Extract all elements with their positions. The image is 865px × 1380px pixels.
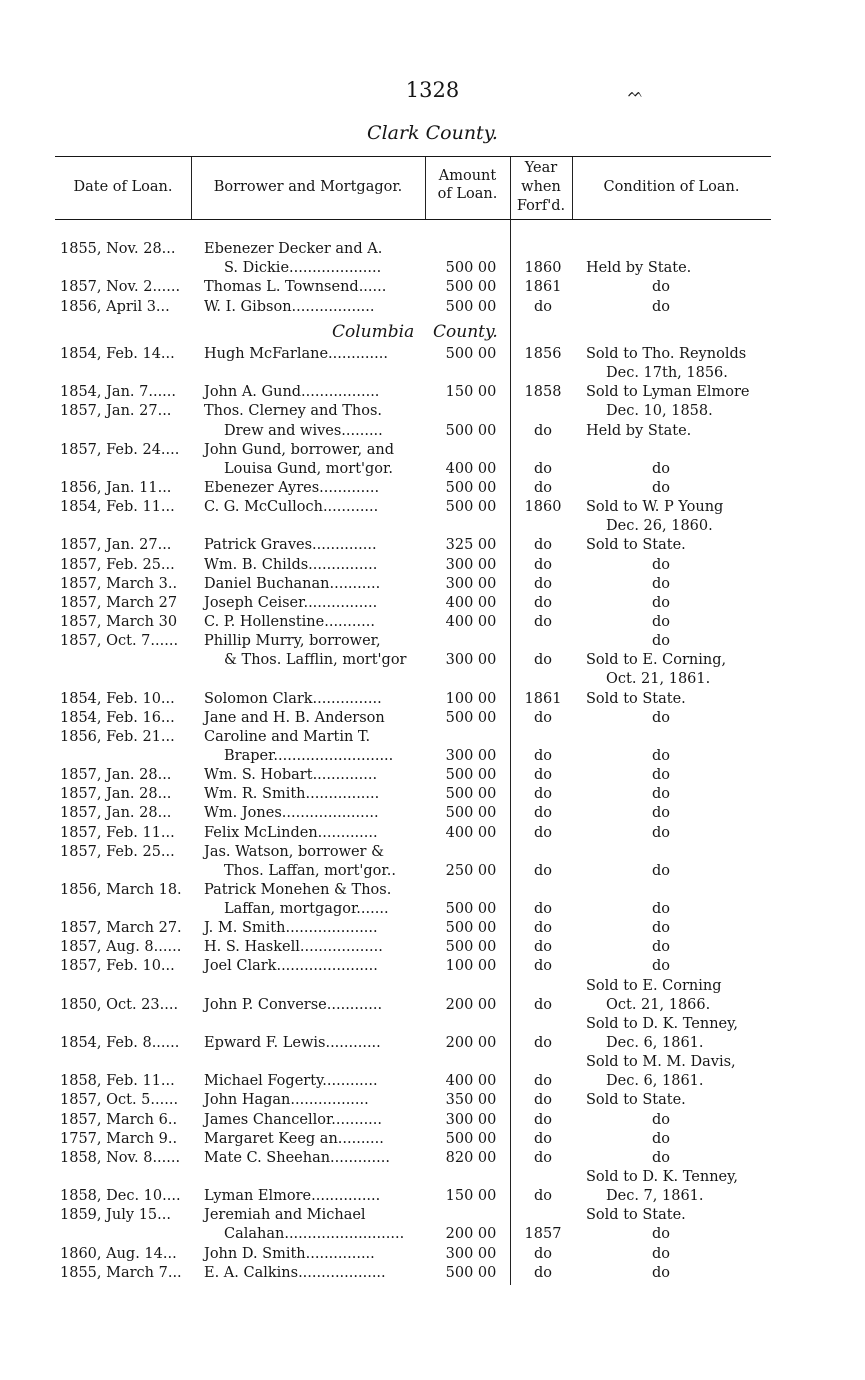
header-year-line3: Forf'd.: [516, 198, 566, 214]
loan-date: 1857, March 27.: [60, 920, 182, 937]
table-row: [0, 1034, 865, 1053]
borrower-name: Braper..........................: [224, 747, 394, 764]
year-forfeited: do: [533, 1073, 552, 1090]
loan-date: 1854, Feb. 10...: [60, 690, 175, 707]
loan-condition: do: [651, 824, 670, 841]
loan-amount: 500 00: [445, 499, 497, 516]
loan-date: 1854, Jan. 7......: [60, 384, 177, 401]
borrower-name: Wm. R. Smith................: [204, 786, 380, 803]
header-year-line1: Year: [524, 160, 558, 176]
borrower-name: Jeremiah and Michael: [204, 1207, 366, 1224]
year-forfeited: do: [533, 1130, 552, 1147]
borrower-name: Thos. Clerney and Thos.: [204, 403, 383, 420]
borrower-name: John D. Smith...............: [204, 1245, 375, 1262]
loan-condition: do: [651, 1149, 670, 1166]
loan-condition: do: [651, 298, 670, 315]
borrower-name: Joel Clark......................: [204, 958, 378, 975]
borrower-name: Michael Fogerty............: [204, 1073, 378, 1090]
loan-date: 1859, July 15...: [60, 1207, 171, 1224]
year-forfeited: do: [533, 460, 552, 477]
borrower-name: Solomon Clark...............: [204, 690, 382, 707]
loan-amount: 500 00: [445, 1130, 497, 1147]
loan-date: 1857, Nov. 2......: [60, 279, 181, 296]
table-row: [0, 422, 865, 441]
borrower-name: Caroline and Martin T.: [204, 728, 371, 745]
table-row: [0, 1091, 865, 1110]
loan-condition: do: [651, 1226, 670, 1243]
loan-date: 1857, Jan. 27...: [60, 403, 172, 420]
borrower-name: James Chancellor...........: [204, 1111, 383, 1128]
loan-condition: Sold to State.: [586, 690, 686, 707]
year-forfeited: do: [533, 786, 552, 803]
loan-amount: 200 00: [445, 996, 497, 1013]
loan-condition: do: [651, 594, 670, 611]
loan-condition: do: [651, 958, 670, 975]
loan-condition: Sold to State.: [586, 1092, 686, 1109]
table-row: [0, 1072, 865, 1091]
table-row: [0, 383, 865, 402]
borrower-name: Drew and wives.........: [224, 422, 383, 439]
loan-condition: Sold to Lyman Elmore: [586, 384, 750, 401]
page-number: 1328: [405, 78, 460, 102]
header-date: Date of Loan.: [73, 179, 173, 195]
year-forfeited: do: [533, 422, 552, 439]
loan-date: 1857, Jan. 28...: [60, 767, 172, 784]
year-forfeited: do: [533, 1092, 552, 1109]
year-forfeited: 1861: [524, 690, 562, 707]
borrower-name: Wm. Jones.....................: [204, 805, 379, 822]
table-row: [0, 862, 865, 881]
loan-amount: 300 00: [445, 652, 497, 669]
borrower-name: Louisa Gund, mort'gor.: [224, 460, 393, 477]
year-forfeited: do: [533, 767, 552, 784]
borrower-name: Jas. Watson, borrower &: [204, 843, 385, 860]
table-row: [0, 613, 865, 632]
loan-date: 1850, Oct. 23....: [60, 996, 179, 1013]
borrower-name: Daniel Buchanan...........: [204, 575, 381, 592]
loan-condition: Dec. 17th, 1856.: [606, 365, 728, 382]
year-forfeited: 1861: [524, 279, 562, 296]
loan-amount: 500 00: [445, 1264, 497, 1281]
table-row: [0, 900, 865, 919]
loan-date: 1857, Feb. 11...: [60, 824, 175, 841]
year-forfeited: do: [533, 1188, 552, 1205]
loan-amount: 300 00: [445, 575, 497, 592]
loan-condition: do: [651, 747, 670, 764]
loan-date: 1857, March 3..: [60, 575, 178, 592]
borrower-name: Joseph Ceiser................: [204, 594, 378, 611]
year-forfeited: do: [533, 1035, 552, 1052]
loan-date: 1858, Dec. 10....: [60, 1188, 181, 1205]
table-row: [0, 498, 865, 517]
year-forfeited: do: [533, 594, 552, 611]
table-row: [0, 298, 865, 317]
borrower-name: Lyman Elmore...............: [204, 1188, 381, 1205]
year-forfeited: 1860: [524, 499, 562, 516]
loan-amount: 400 00: [445, 613, 497, 630]
year-forfeited: do: [533, 958, 552, 975]
table-row: [0, 843, 865, 862]
table-row: [0, 364, 865, 383]
borrower-name: Ebenezer Ayres.............: [204, 479, 380, 496]
borrower-name: Thomas L. Townsend......: [204, 279, 387, 296]
loan-date: 1854, Feb. 16...: [60, 709, 175, 726]
borrower-name: & Thos. Lafflin, mort'gor: [224, 652, 407, 669]
loan-amount: 400 00: [445, 824, 497, 841]
year-forfeited: do: [533, 613, 552, 630]
header-amount-line2: of Loan.: [437, 186, 498, 202]
loan-date: 1857, Feb. 25...: [60, 843, 175, 860]
year-forfeited: do: [533, 920, 552, 937]
table-row: [0, 766, 865, 785]
loan-amount: 500 00: [445, 901, 497, 918]
table-row: [0, 259, 865, 278]
loan-condition: Sold to Tho. Reynolds: [586, 346, 747, 362]
borrower-name: John P. Converse............: [204, 996, 383, 1013]
loan-date: 1855, March 7...: [60, 1264, 182, 1281]
borrower-name: John Hagan.................: [204, 1092, 369, 1109]
loan-condition: Sold to E. Corning: [586, 977, 722, 994]
loan-amount: 500 00: [445, 767, 497, 784]
borrower-name: H. S. Haskell..................: [204, 939, 383, 956]
loan-condition: Sold to W. P Young: [586, 499, 724, 516]
loan-amount: 300 00: [445, 747, 497, 764]
loan-amount: 200 00: [445, 1226, 497, 1243]
table-row: [0, 881, 865, 900]
borrower-name: Mate C. Sheehan.............: [204, 1149, 390, 1166]
borrower-name: C. P. Hollenstine...........: [204, 613, 375, 630]
loan-amount: 500 00: [445, 279, 497, 296]
table-row: [0, 1225, 865, 1244]
borrower-name: Phillip Murry, borrower,: [204, 633, 381, 650]
table-row: [0, 977, 865, 996]
table-row: [0, 1111, 865, 1130]
loan-condition: do: [651, 479, 670, 496]
loan-condition: do: [651, 613, 670, 630]
borrower-name: Margaret Keeg an..........: [204, 1130, 384, 1147]
year-forfeited: do: [533, 298, 552, 315]
table-row: [0, 1187, 865, 1206]
borrower-name: John Gund, borrower, and: [204, 441, 395, 458]
table-row: [0, 1264, 865, 1283]
loan-amount: 500 00: [445, 939, 497, 956]
table-row: [0, 278, 865, 297]
year-forfeited: do: [533, 709, 552, 726]
loan-date: 1854, Feb. 14...: [60, 346, 175, 362]
loan-condition: do: [651, 901, 670, 918]
loan-date: 1857, Jan. 28...: [60, 786, 172, 803]
loan-date: 1855, Nov. 28...: [60, 241, 176, 257]
loan-condition: Dec. 26, 1860.: [606, 518, 713, 535]
loan-amount: 500 00: [445, 709, 497, 726]
loan-condition: Sold to D. K. Tenney,: [586, 1015, 738, 1032]
loan-amount: 100 00: [445, 690, 497, 707]
loan-date: 1856, April 3...: [60, 298, 170, 315]
borrower-name: Wm. S. Hobart..............: [204, 767, 378, 784]
loan-amount: 500 00: [445, 479, 497, 496]
loan-amount: 500 00: [445, 920, 497, 937]
loan-condition: do: [651, 920, 670, 937]
corner-mark: ᨓ: [628, 86, 644, 101]
header-bottom-rule: [55, 219, 771, 220]
loan-condition: Held by State.: [586, 260, 692, 277]
table-row: [0, 594, 865, 613]
loan-amount: 300 00: [445, 1111, 497, 1128]
year-forfeited: do: [533, 805, 552, 822]
borrower-name: C. G. McCulloch............: [204, 499, 379, 516]
borrower-name: Patrick Monehen & Thos.: [204, 881, 392, 898]
borrower-name: Thos. Laffan, mort'gor..: [224, 862, 396, 879]
loan-condition: do: [651, 556, 670, 573]
table-row: [0, 709, 865, 728]
loan-date: 1857, Jan. 28...: [60, 805, 172, 822]
table-row: [0, 402, 865, 421]
year-forfeited: do: [533, 901, 552, 918]
loan-condition: do: [651, 1111, 670, 1128]
table-top-rule: [55, 156, 771, 157]
year-forfeited: do: [533, 479, 552, 496]
table-row: [0, 651, 865, 670]
loan-date: 1854, Feb. 8......: [60, 1035, 180, 1052]
loan-condition: do: [651, 575, 670, 592]
loan-condition: do: [651, 767, 670, 784]
table-row: [0, 441, 865, 460]
year-forfeited: do: [533, 556, 552, 573]
loan-condition: do: [651, 862, 670, 879]
loan-condition: do: [651, 805, 670, 822]
section-label-part1: Columbia: [332, 322, 415, 342]
loan-amount: 150 00: [445, 1188, 497, 1205]
year-forfeited: do: [533, 747, 552, 764]
loan-date: 1857, Oct. 5......: [60, 1092, 179, 1109]
loan-condition: Dec. 6, 1861.: [606, 1073, 704, 1090]
loan-condition: Sold to D. K. Tenney,: [586, 1169, 738, 1186]
loan-amount: 300 00: [445, 556, 497, 573]
loan-date: 1858, Nov. 8......: [60, 1149, 181, 1166]
loan-condition: Dec. 7, 1861.: [606, 1188, 704, 1205]
year-forfeited: do: [533, 1264, 552, 1281]
loan-amount: 500 00: [445, 422, 497, 439]
borrower-name: Epward F. Lewis............: [204, 1035, 381, 1052]
loan-date: 1856, March 18.: [60, 881, 182, 898]
loan-date: 1857, March 30: [60, 613, 178, 630]
table-row: [0, 575, 865, 594]
year-forfeited: do: [533, 1149, 552, 1166]
borrower-name: Patrick Graves..............: [204, 537, 377, 554]
loan-condition: Sold to State.: [586, 537, 686, 554]
loan-date: 1857, Feb. 25...: [60, 556, 175, 573]
year-forfeited: do: [533, 939, 552, 956]
table-row: [0, 957, 865, 976]
loan-date: 1857, Oct. 7......: [60, 633, 179, 650]
year-forfeited: do: [533, 1245, 552, 1262]
loan-amount: 500 00: [445, 805, 497, 822]
loan-amount: 250 00: [445, 862, 497, 879]
loan-amount: 400 00: [445, 460, 497, 477]
loan-condition: Held by State.: [586, 422, 692, 439]
loan-condition: Oct. 21, 1866.: [606, 996, 711, 1013]
loan-condition: do: [651, 709, 670, 726]
section-label-part2: County.: [433, 322, 498, 342]
borrower-name: Laffan, mortgagor.......: [224, 901, 389, 918]
year-forfeited: do: [533, 1111, 552, 1128]
table-row: [0, 556, 865, 575]
borrower-name: Hugh McFarlane.............: [204, 346, 388, 362]
loan-date: 1854, Feb. 11...: [60, 499, 175, 516]
header-borrower: Borrower and Mortgagor.: [213, 179, 403, 195]
loan-date: 1857, Jan. 27...: [60, 537, 172, 554]
table-row: [0, 919, 865, 938]
header-amount-line1: Amount: [438, 168, 497, 184]
table-row: [0, 632, 865, 651]
loan-date: 1858, Feb. 11...: [60, 1073, 175, 1090]
table-row: [0, 536, 865, 555]
header-condition: Condition of Loan.: [603, 179, 740, 195]
borrower-name: Felix McLinden.............: [204, 824, 378, 841]
table-row: [0, 1245, 865, 1264]
borrower-name: Jane and H. B. Anderson: [204, 709, 385, 726]
year-forfeited: 1858: [524, 384, 562, 401]
table-row: [0, 1149, 865, 1168]
loan-condition: do: [651, 279, 670, 296]
loan-date: 1857, March 27: [60, 594, 178, 611]
loan-date: 1856, Jan. 11...: [60, 479, 172, 496]
borrower-name: J. M. Smith....................: [204, 920, 378, 937]
table-row: [0, 240, 865, 259]
borrower-name: John A. Gund.................: [204, 384, 380, 401]
loan-amount: 500 00: [445, 346, 497, 362]
table-row: [0, 996, 865, 1015]
loan-amount: 400 00: [445, 1073, 497, 1090]
loan-amount: 325 00: [445, 537, 497, 554]
loan-condition: do: [651, 786, 670, 803]
table-row: [0, 1206, 865, 1225]
table-row: [0, 1168, 865, 1187]
table-row: [0, 824, 865, 843]
loan-condition: Dec. 6, 1861.: [606, 1035, 704, 1052]
borrower-name: S. Dickie....................: [224, 260, 382, 277]
table-row: [0, 785, 865, 804]
table-row: [0, 517, 865, 536]
borrower-name: Ebenezer Decker and A.: [204, 241, 383, 257]
loan-condition: do: [651, 633, 670, 650]
loan-condition: do: [651, 1245, 670, 1262]
year-forfeited: 1860: [524, 260, 562, 277]
loan-date: 1757, March 9..: [60, 1130, 178, 1147]
loan-amount: 500 00: [445, 786, 497, 803]
loan-amount: 300 00: [445, 1245, 497, 1262]
loan-condition: Sold to M. M. Davis,: [586, 1054, 736, 1071]
loan-amount: 200 00: [445, 1035, 497, 1052]
loan-date: 1857, Feb. 10...: [60, 958, 175, 975]
year-forfeited: do: [533, 575, 552, 592]
loan-amount: 350 00: [445, 1092, 497, 1109]
loan-amount: 150 00: [445, 384, 497, 401]
loan-condition: Sold to E. Corning,: [586, 652, 727, 669]
loan-amount: 500 00: [445, 298, 497, 315]
loan-date: 1857, March 6..: [60, 1111, 178, 1128]
year-forfeited: do: [533, 996, 552, 1013]
table-row: [0, 670, 865, 689]
year-forfeited: 1856: [524, 346, 562, 362]
loan-amount: 400 00: [445, 594, 497, 611]
loan-condition: Sold to State.: [586, 1207, 686, 1224]
year-forfeited: do: [533, 652, 552, 669]
year-forfeited: do: [533, 824, 552, 841]
loan-condition: do: [651, 460, 670, 477]
loan-date: 1857, Feb. 24....: [60, 441, 180, 458]
loan-condition: do: [651, 1264, 670, 1281]
table-row: [0, 690, 865, 709]
table-row: [0, 804, 865, 823]
table-row: [0, 1130, 865, 1149]
loan-condition: Oct. 21, 1861.: [606, 671, 711, 688]
year-forfeited: do: [533, 862, 552, 879]
table-row: [0, 728, 865, 747]
borrower-name: W. I. Gibson..................: [204, 298, 375, 315]
loan-amount: 820 00: [445, 1149, 497, 1166]
year-forfeited: 1857: [524, 1226, 562, 1243]
loan-amount: 100 00: [445, 958, 497, 975]
loan-date: 1860, Aug. 14...: [60, 1245, 177, 1262]
borrower-name: Calahan..........................: [224, 1226, 405, 1243]
table-row: [0, 1015, 865, 1034]
table-row: [0, 1053, 865, 1072]
loan-amount: 500 00: [445, 260, 497, 277]
table-row: [0, 460, 865, 479]
loan-condition: do: [651, 1130, 670, 1147]
table-row: [0, 938, 865, 957]
loan-date: 1857, Aug. 8......: [60, 939, 182, 956]
year-forfeited: do: [533, 537, 552, 554]
loan-date: 1856, Feb. 21...: [60, 728, 175, 745]
table-row: [0, 345, 865, 364]
table-row: [0, 479, 865, 498]
table-row: [0, 747, 865, 766]
header-year-line2: when: [521, 179, 561, 195]
loan-condition: do: [651, 939, 670, 956]
loan-condition: Dec. 10, 1858.: [606, 403, 713, 420]
borrower-name: Wm. B. Childs...............: [204, 556, 378, 573]
county-title: Clark County.: [367, 122, 498, 144]
borrower-name: E. A. Calkins...................: [204, 1264, 386, 1281]
